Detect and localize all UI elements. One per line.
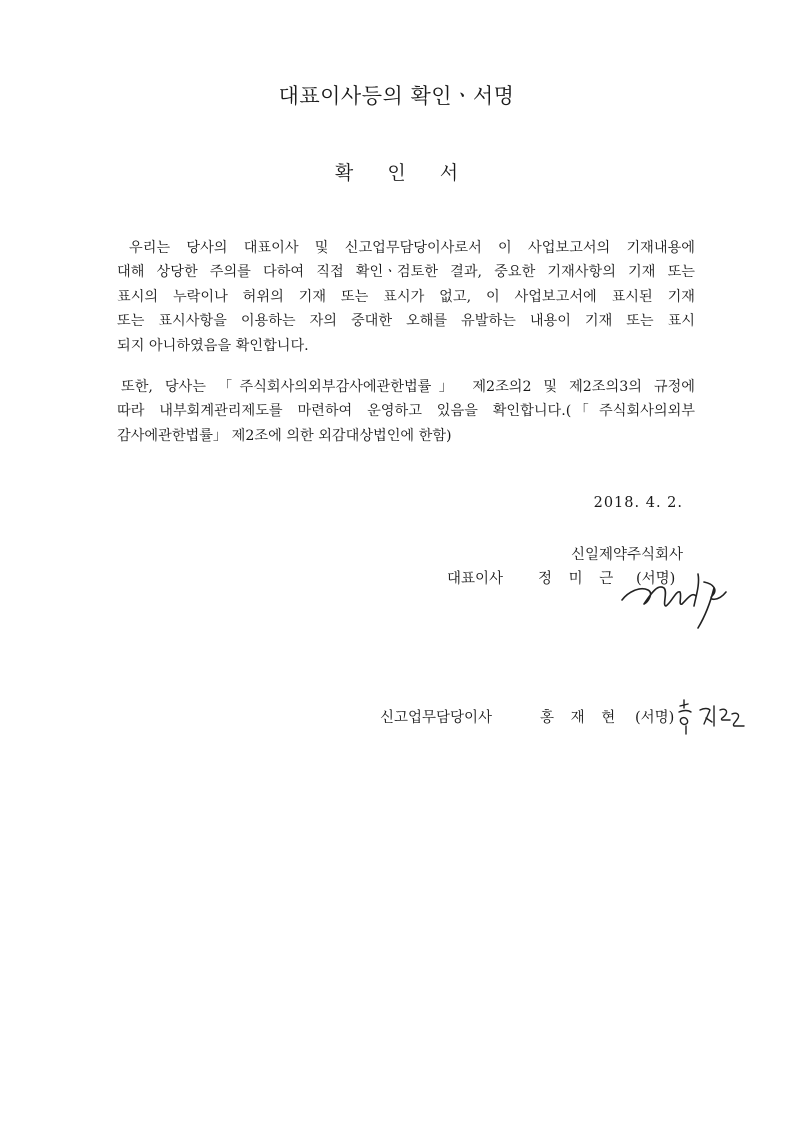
paragraph-line: 따라 내부회계관리제도를 마련하여 운영하고 있음을 확인합니다.(「주식회사의외부 (117, 403, 695, 420)
paragraph-line: 감사에관한법률」 제2조에 의한 외감대상법인에 한함) (117, 427, 452, 444)
paragraph-line: 우리는 당사의 대표이사 및 신고업무담당이사로서 이 사업보고서의 기재내용에 (129, 240, 695, 256)
paragraph-line: 대해 상당한 주의를 다하여 직접 확인ㆍ검토한 결과, 중요한 기재사항의 기재 또는 (117, 264, 695, 281)
disclosure-officer-name: 홍 재 현 (540, 710, 622, 726)
ceo-signature-label: (서명) (636, 571, 676, 587)
disclosure-officer-signature-label: (서명) (635, 710, 675, 726)
disclosure-officer-handwritten-signature (676, 696, 748, 736)
ceo-handwritten-signature (618, 562, 738, 630)
paragraph-line: 표시의 누락이나 허위의 기재 또는 표시가 없고, 이 사업보고서에 표시된 기재 (117, 288, 695, 305)
document-title: 대표이사등의 확인ㆍ서명 (278, 84, 515, 108)
company-name: 신일제약주식회사 (570, 547, 683, 563)
document-date: 2018. 4. 2. (593, 495, 683, 511)
document-subtitle: 확 인 서 (334, 162, 473, 184)
internal-control-paragraph (117, 375, 695, 448)
ceo-name: 정 미 근 (538, 571, 620, 587)
paragraph-line: 되지 아니하였음을 확인합니다. (117, 337, 309, 354)
paragraph-line: 또는 표시사항을 이용하는 자의 중대한 오해를 유발하는 내용이 기재 또는 표시 (117, 313, 695, 330)
confirmation-paragraph (117, 236, 695, 358)
ceo-title: 대표이사 (447, 571, 504, 587)
disclosure-officer-title: 신고업무담당이사 (380, 710, 493, 726)
paragraph-line: 또한, 당사는 「주식회사의외부감사에관한법률」 제2조의2 및 제2조의3의 규정에 (121, 379, 695, 395)
